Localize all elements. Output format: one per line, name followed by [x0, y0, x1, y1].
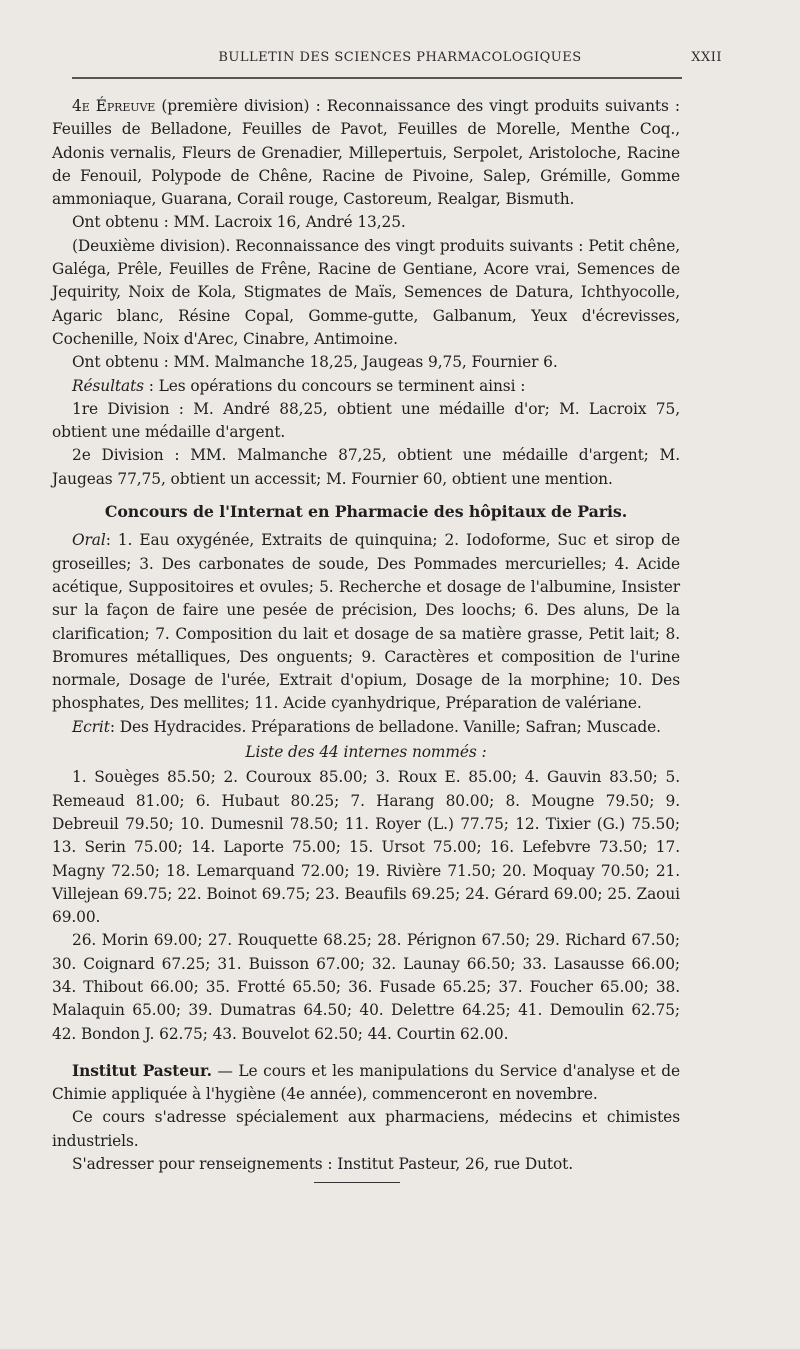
liste-internes-2: 26. Morin 69.00; 27. Rouquette 68.25; 28. Pérignon 67.50; 29. Richard 67.50; 30. Coignard 67.25; 31. Buisson 67.00; 32. Launay 66.50; 33. Lasausse 66.00; 34. Thibout 66.00; 35. Frotté 65.50; 36. Fusade 65.25; 37. Foucher 65.00; 38. Malaquin 65.00; 39. Dumatras 64.50; 40. Delettre 64.25; 41. Demoulin 62.75; 42. Bondon J. 62.75; 43. Bouvelot 62.50; 44. Courtin 62.00.: [52, 931, 680, 1043]
first-obtenu: Ont obtenu : MM. Lacroix 16, André 13,25.: [72, 213, 406, 232]
division-2-results: 2e Division : MM. Malmanche 87,25, obtient une médaille d'argent; M. Jaugeas 77,75, obtient un accessit; M. Fournier 60, obtient une mention.: [52, 446, 680, 488]
epreuve-lead: 4e Épreuve: [72, 97, 156, 115]
journal-title: BULLETIN DES SCIENCES PHARMACOLOGIQUES: [218, 50, 582, 65]
header-rule: [72, 77, 682, 79]
ecrit-subjects: Ecrit: Des Hydracides. Préparations de belladone. Vanille; Safran; Muscade.: [72, 717, 661, 736]
liste-internes-1: 1. Souèges 85.50; 2. Couroux 85.00; 3. Roux E. 85.00; 4. Gauvin 83.50; 5. Remeaud 81.00; 6. Hubaut 80.25; 7. Harang 80.00; 8. Mougne 79.50; 9. Debreuil 79.50; 10. Dumesnil 78.50; 11. Royer (L.) 77.75; 12. Tixier (G.) 75.50; 13. Serin 75.00; 14. Laporte 75.00; 15. Ursot 75.00; 16. Lefebvre 73.50; 17. Magny 72.50; 18. Lemarquand 72.00; 19. Rivière 71.50; 20. Moquay 70.50; 21. Villejean 69.75; 22. Boinot 69.75; 23. Beaufils 69.25; 24. Gérard 69.00; 25. Zaoui 69.00.: [52, 768, 680, 927]
division-1-results: 1re Division : M. André 88,25, obtient une médaille d'or; M. Lacroix 75, obtient une médaille d'argent.: [52, 399, 680, 442]
resultats: Résultats : Les opérations du concours se terminent ainsi :: [72, 376, 526, 395]
pasteur-contact: S'adresser pour renseignements : Institut Pasteur, 26, rue Dutot.: [72, 1155, 574, 1174]
epreuve-first-division: 4e Épreuve (première division) : Reconnaissance des vingt produits suivants : Feuilles de Belladone, Feuilles de Pavot, Feuilles de Morelle, Menthe Coq., Adonis vernalis, Fleurs de Grenadier, Millepertuis, Serpolet, Aristoloche, Racine de Fenouil, Polypode de Chêne, Racine de Pivoine, Salep, Grémille, Gomme ammoniaque, Guarana, Corail rouge, Castoreum, Realgar, Bismuth.: [52, 97, 680, 209]
epreuve-second-division: (Deuxième division). Reconnaissance des vingt produits suivants : Petit chêne, Galéga, Prêle, Feuilles de Frêne, Racine de Gentiane, Acore vrai, Semences de Jequirity, Noix de Kola, Stigmates de Maïs, Semences de Datura, Ichthyocolle, Agaric blanc, Résine Copal, Gomme-gutte, Galbanum, Yeux d'écrevisses, Cochenille, Noix d'Arec, Cinabre, Antimoine.: [52, 236, 680, 348]
pasteur-notice: Institut Pasteur. — Le cours et les manipulations du Service d'analyse et de Chimie appliquée à l'hygiène (4e année), commenceront en novembre.: [52, 1061, 680, 1104]
pasteur-audience: Ce cours s'adresse spécialement aux pharmaciens, médecins et chimistes industriels.: [52, 1108, 680, 1150]
resultats-label: Résultats: [72, 376, 144, 395]
ecrit-label: Ecrit: [72, 717, 110, 736]
internat-title: Concours de l'Internat en Pharmacie des hôpitaux de Paris.: [104, 502, 628, 522]
closing-rule: [314, 1182, 400, 1183]
page-body: [52, 95, 680, 1176]
liste-title: Liste des 44 internes nommés :: [245, 743, 487, 762]
oral-label: Oral: [72, 531, 106, 550]
oral-subjects: Oral: 1. Eau oxygénée, Extraits de quinquina; 2. Iodoforme, Suc et sirop de groseilles; 3. Des carbonates de soude, Des Pommades mercurielles; 4. Acide acétique, Suppositoires et ovules; 5. Recherche et dosage de l'albumine, Insister sur la façon de faire une pesée de précision, Des loochs; 6. Des aluns, De la clarification; 7. Composition du lait et dosage de sa matière grasse, Petit lait; 8. Bromures métalliques, Des onguents; 9. Caractères et composition de l'urine normale, Dosage de l'urée, Extrait d'opium, Dosage de la morphine; 10. Des phosphates, Des mellites; 11. Acide cyanhydrique, Préparation de valériane.: [52, 531, 680, 713]
running-header: [60, 50, 740, 70]
second-obtenu: Ont obtenu : MM. Malmanche 18,25, Jaugeas 9,75, Fournier 6.: [72, 353, 558, 372]
pasteur-title: Institut Pasteur.: [72, 1061, 212, 1080]
page-number: XXII: [691, 50, 722, 65]
